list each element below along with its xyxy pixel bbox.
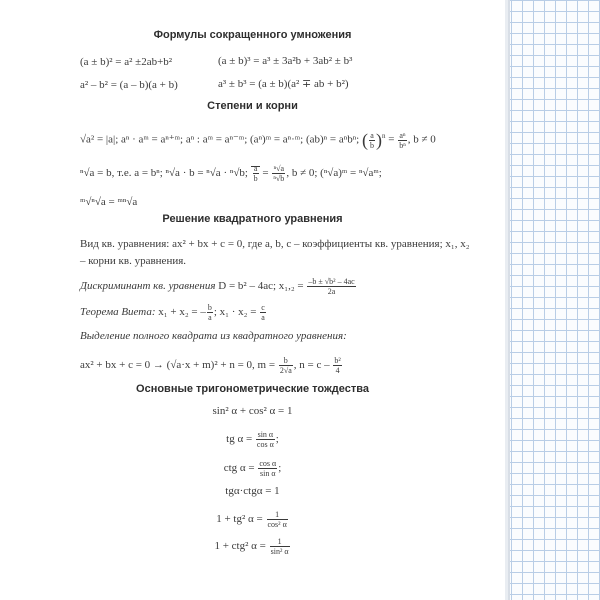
tg-square-lhs: 1 + tg² α = — [216, 513, 263, 526]
fraction-numerator: –b ± √b² – 4ac — [308, 277, 355, 286]
fraction-numerator: sin α — [257, 430, 274, 439]
formula-cube-of-sum: (a ± b)³ = a³ ± 3a²b + 3ab² ± b³ — [218, 55, 353, 67]
trig-identity-tg-ctg: tgα·ctgα = 1 — [225, 485, 280, 497]
nested-root-formula: ᵐ√ⁿ√a = ᵐⁿ√a — [80, 196, 138, 208]
section-title-multiplication: Формулы сокращенного умножения — [153, 29, 352, 41]
section-title-powers-roots: Степени и корни — [207, 100, 298, 112]
ctg-square-lhs: 1 + ctg² α = — [214, 540, 266, 553]
fraction-denominator: b — [253, 174, 258, 183]
fraction-denominator: cos α — [256, 440, 274, 449]
fraction-numerator: ⁿ√a — [273, 164, 285, 173]
fraction-c-over-a — [260, 303, 266, 322]
semicolon: ; — [278, 462, 282, 475]
section-title-trigonometry: Основные тригонометрические тождества — [136, 383, 369, 395]
condition-text: , b ≠ 0 — [407, 133, 436, 146]
complete-square-formula — [80, 356, 343, 375]
tangent-lhs: tg α = — [226, 433, 253, 446]
fraction-n — [333, 356, 341, 375]
discriminant-label: Дискриминант кв. уравнения — [80, 280, 216, 293]
fraction-a-over-b — [369, 131, 375, 150]
fraction-a-over-b — [253, 164, 259, 183]
fraction-numerator: cos α — [259, 459, 277, 468]
fraction-denominator: ⁿ√b — [273, 174, 285, 183]
fraction-numerator: a — [253, 164, 258, 173]
complete-square-label: Выделение полного квадрата из квадратного уравнения: — [80, 330, 347, 342]
powers-row-1 — [80, 129, 436, 150]
trig-identity-tg-square — [0, 510, 505, 529]
fraction-numerator: aⁿ — [399, 130, 406, 140]
open-paren: ( — [361, 130, 368, 151]
roots-fraction — [307, 277, 355, 296]
fraction-b-over-a — [207, 303, 213, 322]
root-of-fraction — [251, 164, 260, 183]
vieta-sum: x₁ + x₂ = – — [158, 306, 206, 319]
fraction-numerator: b — [279, 356, 293, 366]
fraction-sin-over-cos — [256, 430, 275, 449]
fraction-m — [279, 356, 293, 375]
condition-text: , b ≠ 0; (ⁿ√a)ᵐ = ⁿ√aᵐ; — [286, 167, 382, 180]
formula-square-of-sum: (a ± b)² = a² ±2ab+b² — [80, 56, 173, 68]
fraction-numerator: 1 — [267, 510, 288, 520]
quadratic-intro: Вид кв. уравнения: ax² + bx + c = 0, где a, b, c – коэффициенты кв. уравнения; x₁, x₂ – корни кв. уравнения. — [80, 238, 470, 267]
fraction-denominator: bⁿ — [399, 140, 406, 150]
fraction-numerator: a — [370, 130, 374, 140]
powers-row-2 — [80, 164, 382, 183]
fraction-cos-over-sin — [258, 459, 277, 478]
discriminant-row — [80, 277, 357, 296]
complete-square-n: , n = c – — [293, 359, 330, 372]
grid-paper-background — [500, 0, 600, 600]
close-paren: ) — [375, 130, 382, 151]
section-title-quadratic: Решение квадратного уравнения — [162, 213, 343, 225]
powers-row-2-main: ⁿ√a = b, т.е. a = bⁿ; ⁿ√a · b = ⁿ√a · ⁿ√b; — [80, 167, 248, 180]
fraction-roots — [272, 164, 285, 183]
fraction-denominator: b — [369, 140, 374, 150]
trig-identity-tangent — [0, 430, 505, 449]
fraction-numerator: b² — [334, 356, 341, 365]
fraction-numerator: 1 — [270, 537, 290, 547]
fraction-numerator: b — [207, 303, 212, 312]
fraction-one-over-sin-square — [270, 537, 290, 556]
equals-sign: = — [388, 133, 395, 146]
fraction-one-over-cos-square — [267, 510, 288, 529]
trig-identity-pythagorean: sin² α + cos² α = 1 — [212, 405, 293, 417]
fraction-denominator: a — [208, 313, 212, 322]
powers-row-1-main: √a² = |a|; aⁿ · aᵐ = aⁿ⁺ᵐ; aⁿ : aᵐ = aⁿ⁻ᵐ; (aⁿ)ᵐ = aⁿ·ᵐ; (ab)ⁿ = aⁿbⁿ; — [80, 133, 360, 146]
fraction-an-over-bn — [398, 131, 407, 150]
formula-difference-of-squares: a² – b² = (a – b)(a + b) — [80, 79, 178, 91]
fraction-denominator: 4 — [335, 366, 340, 375]
fraction-denominator: 2√a — [279, 366, 292, 375]
discriminant-formula: D = b² – 4ac; x₁,₂ = — [218, 280, 304, 293]
semicolon: ; — [275, 433, 279, 446]
vieta-product: ; x₁ · x₂ = — [213, 306, 257, 319]
complete-square-main: ax² + bx + c = 0 → (√a·x + m)² + n = 0, m = — [80, 359, 276, 372]
fraction-denominator: cos² α — [267, 520, 287, 529]
fraction-denominator: sin α — [260, 469, 276, 478]
trig-identity-ctg-square — [0, 537, 505, 556]
cotangent-lhs: ctg α = — [223, 462, 255, 475]
vieta-label: Теорема Виета: — [80, 306, 156, 319]
page-edge-shadow — [508, 0, 510, 600]
fraction-denominator: 2a — [327, 287, 336, 296]
power-exponent: n — [381, 132, 386, 140]
vieta-row — [80, 303, 267, 322]
formula-sum-of-cubes: a³ ± b³ = (a ± b)(a² ∓ ab + b²) — [218, 78, 349, 90]
fraction-denominator: a — [261, 313, 265, 322]
equals-sign: = — [262, 167, 269, 180]
fraction-denominator: sin² α — [270, 547, 289, 556]
trig-identity-cotangent — [0, 459, 505, 478]
fraction-numerator: c — [261, 303, 265, 312]
